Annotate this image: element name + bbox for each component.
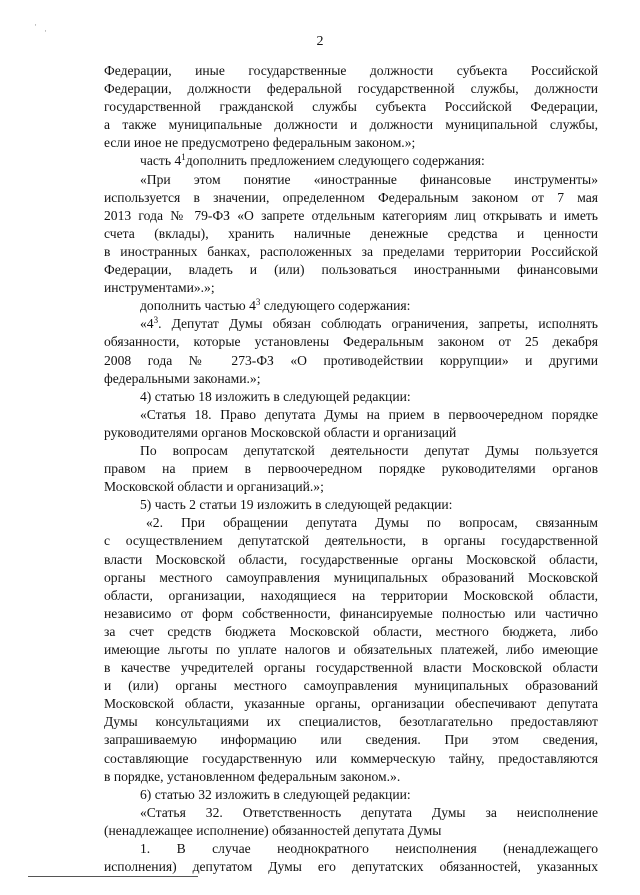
text-line-content: независимо от форм собственности, финансируемые полностью или частично [104,605,598,621]
text-line-content: запрашиваемую информацию или сведения. При этом сведения, [104,732,598,748]
text-line [104,225,598,243]
text-line-content: составляющие государственную или коммерческую тайну, предоставляются [104,750,598,766]
text-line [104,98,598,116]
text-line-content: Федерации, владеть и (или) пользоваться иностранными финансовыми [104,262,598,278]
text-line [104,424,598,442]
text-line [104,659,598,677]
text-line [104,858,598,876]
text-line [104,279,598,297]
text-line-content: в качестве учредителей органы государственной власти Московской области [104,660,598,676]
text-line-content: обязанности, которые установлены Федеральным законом от 25 декабря [104,334,598,350]
text-line [104,532,598,550]
text-line [104,207,598,225]
text-line [104,189,598,207]
text-line [104,80,598,98]
text-line-content: в порядке, установленном федеральным законом.». [104,768,401,784]
text-line [104,840,598,858]
scan-mark: · [44,26,47,36]
text-line-continuation: следующего содержания: [260,298,411,314]
text-line-content: органы местного самоуправления муниципальных образований Московской [104,569,598,585]
text-line [104,116,598,134]
text-line-content: «При этом понятие «иностранные финансовые инструменты» [140,171,598,187]
text-line-content: 2008 года № 273-ФЗ «О противодействии коррупции» и другими [104,352,598,368]
text-line-content: с осуществлением депутатской деятельности, в органы государственной [104,533,598,549]
superscript: 3 [255,297,261,308]
page-number: 2 [316,34,324,49]
text-line [104,605,598,623]
text-line [104,442,598,460]
text-line-content: Федерации, иные государственные должности субъекта Российской [104,63,598,78]
text-line-content: 6) статью 32 изложить в следующей редакции: [140,786,411,802]
text-line-content: «Статья 18. Право депутата Думы на прием в первоочередном порядке [140,406,598,422]
text-line-content: Думы консультациями их специалистов, безотлагательно предоставляют [104,714,598,730]
text-line [104,243,598,261]
text-line-continuation: . Депутат Думы обязан соблюдать ограничения, запреты, исполнять [158,316,598,332]
text-line-content: имеющие льготы по уплате налогов и обязательных платежей, либо имеющие [104,642,598,657]
text-line [104,370,598,388]
text-line [104,514,598,532]
text-line-content: и (или) органы местного самоуправления муниципальных образований [104,678,598,694]
scan-mark: · [34,20,37,30]
text-line [104,352,598,370]
document-body [104,62,598,876]
text-line-content: (ненадлежащее исполнение) обязанностей депутата Думы [104,822,442,838]
text-line [104,62,598,80]
text-line [104,388,598,406]
text-line [104,333,598,351]
text-line-content: инструментами».»; [104,280,215,296]
text-line-content: государственной гражданской службы субъекта Российской Федерации, [104,99,598,115]
text-line [104,297,598,315]
text-line [104,822,598,840]
text-line-content: Московской области и организаций.»; [104,479,324,495]
text-line [104,768,598,786]
text-line-content: счета (вклады), хранить наличные денежные средства и ценности [104,225,598,241]
text-line [104,261,598,279]
scan-edge-line [28,876,198,877]
text-line [104,750,598,768]
text-line-content: часть 4 [140,153,182,169]
text-line [104,171,598,189]
text-line [104,695,598,713]
text-line [104,713,598,731]
text-line [104,731,598,749]
text-line [104,569,598,587]
text-line-content: используется в значении, определенном Федеральным законом от 7 мая [104,189,598,205]
text-line-content: По вопросам депутатской деятельности депутат Думы пользуется [140,442,598,458]
text-line-content: исполнения) депутатом Думы его депутатских обязанностей, указанных [104,859,598,875]
text-line-content: за счет средств бюджета Московской области, местного бюджета, либо [104,623,598,639]
text-line-continuation: дополнить предложением следующего содержания: [185,153,485,169]
text-line [104,551,598,569]
superscript: 1 [181,152,186,163]
text-line-content: «Статья 32. Ответственность депутата Думы за неисполнение [140,804,598,820]
text-line [104,496,598,514]
text-line [104,406,598,424]
text-line [104,315,598,333]
text-line-content: правом на прием в первоочередном порядке руководителями органов [104,461,598,477]
text-line-content: руководителями органов Московской области и организаций [104,424,457,440]
text-line-content: 1. В случае неоднократного неисполнения (ненадлежащего [140,841,598,857]
text-line [104,152,598,170]
text-line-content: дополнить частью 4 [140,298,256,314]
text-line [104,677,598,695]
text-line [104,587,598,605]
text-line [104,623,598,641]
text-line-content: власти Московской области, государственные органы Московской области, [104,551,598,567]
text-line-content: если иное не предусмотрено федеральным законом.»; [104,135,416,151]
text-line-content: в иностранных банках, расположенных за пределами территории Российской [104,243,598,259]
text-line-content: федеральными законами.»; [104,370,261,386]
text-line [104,786,598,804]
text-line [104,134,598,152]
text-line [104,478,598,496]
text-line-content: «2. При обращении депутата Думы по вопросам, связанным [146,515,598,531]
text-line-content: Московской области, указанные органы, организации обеспечивают депутата [104,696,598,712]
text-line-content: области, организации, находящиеся на территории Московской области, [104,587,598,603]
superscript: 3 [153,315,159,326]
text-line-content: «4 [140,316,154,332]
text-line-content: Федерации, должности федеральной государственной службы, должности [104,81,598,97]
text-line-content: 4) статью 18 изложить в следующей редакции: [140,388,411,404]
text-line [104,460,598,478]
text-line-content: 5) часть 2 статьи 19 изложить в следующей редакции: [140,497,453,513]
text-line-content: 2013 года № 79-ФЗ «О запрете отдельным категориям лиц открывать и иметь [104,207,598,223]
text-line [104,641,598,659]
text-line-content: а также муниципальные должности и должности муниципальной службы, [104,117,598,133]
text-line [104,804,598,822]
